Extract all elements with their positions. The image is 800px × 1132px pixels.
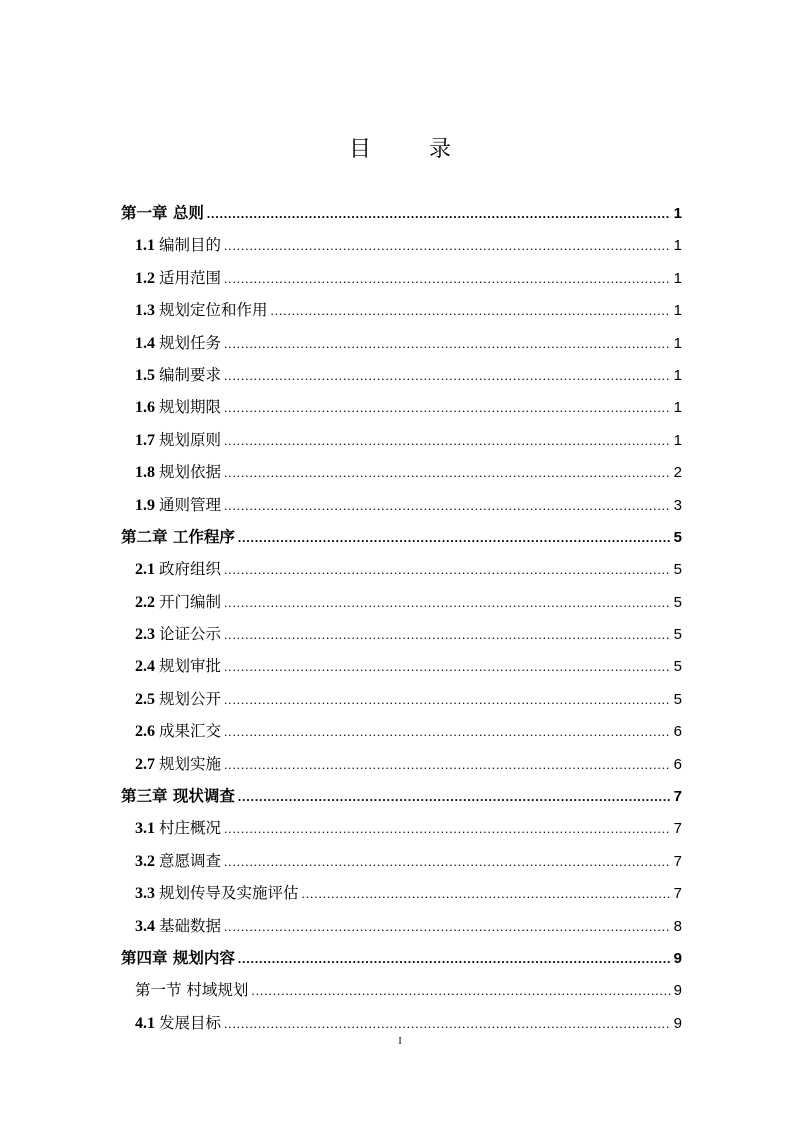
toc-entry-label <box>135 391 221 424</box>
toc-entry-text: 第一章 总则 <box>121 204 204 222</box>
toc-page-number: 5 <box>673 593 682 611</box>
toc-entry-label <box>135 910 221 943</box>
toc-page-number: 3 <box>673 496 682 514</box>
toc-entry-text: 编制目的 <box>159 236 222 255</box>
toc-chapter-entry[interactable] <box>121 197 682 229</box>
toc-page-number: 7 <box>673 852 682 870</box>
toc-section-entry[interactable] <box>121 650 682 682</box>
toc-entry-text: 规划期限 <box>159 398 222 417</box>
toc-dot-leader <box>224 425 671 457</box>
toc-section-entry[interactable] <box>121 327 682 359</box>
toc-section-number: 2.1 <box>135 561 155 579</box>
toc-section-number: 2.2 <box>135 593 155 611</box>
toc-entry-text: 规划审批 <box>159 657 222 676</box>
toc-section-number: 1.4 <box>135 334 155 352</box>
toc-dot-leader <box>224 587 671 619</box>
toc-entry-label <box>135 618 221 651</box>
toc-entry-text: 政府组织 <box>159 560 222 579</box>
toc-entry-label <box>135 294 268 327</box>
toc-dot-leader <box>238 943 671 975</box>
toc-dot-leader <box>238 522 671 554</box>
toc-dot-leader <box>224 230 671 262</box>
toc-entry-text: 适用范围 <box>159 268 222 287</box>
toc-entry-text: 第一节 村域规划 <box>135 981 249 1000</box>
toc-section-entry[interactable] <box>121 391 682 423</box>
toc-section-number: 2.7 <box>135 755 155 773</box>
toc-entry-label <box>121 780 235 812</box>
toc-page-number: 9 <box>673 949 682 967</box>
toc-entry-text: 第四章 规划内容 <box>121 948 235 967</box>
toc-page-number: 1 <box>673 205 682 222</box>
toc-dot-leader <box>224 263 671 295</box>
toc-section-entry[interactable] <box>121 294 682 326</box>
toc-section-number: 1.1 <box>135 237 155 255</box>
page-title: 目 录 <box>348 137 469 162</box>
toc-entry-label <box>135 974 248 1006</box>
toc-page-number: 9 <box>673 1014 682 1032</box>
toc-dot-leader <box>224 490 671 522</box>
toc-section-entry[interactable] <box>121 424 682 456</box>
toc-entry-text: 第三章 现状调查 <box>121 787 235 806</box>
toc-entry-text: 第二章 工作程序 <box>121 527 235 546</box>
toc-entry-text: 规划依据 <box>159 463 222 482</box>
toc-entry-text: 编制要求 <box>159 365 222 384</box>
toc-dot-leader <box>224 749 671 781</box>
toc-entry-label <box>121 942 235 974</box>
toc-entry-text: 通则管理 <box>159 495 222 514</box>
toc-page-number: 1 <box>673 237 682 255</box>
toc-entry-label <box>135 845 221 878</box>
toc-chapter-entry[interactable] <box>121 942 682 974</box>
toc-page-number: 2 <box>673 464 682 482</box>
toc-section-entry[interactable] <box>121 715 682 747</box>
toc-page-number: 5 <box>673 626 682 644</box>
toc-section-entry[interactable] <box>121 229 682 261</box>
toc-section-number: 1.7 <box>135 431 155 449</box>
toc-section-number: 1.3 <box>135 302 155 320</box>
toc-entry-label <box>135 229 221 262</box>
toc-section-entry[interactable] <box>121 586 682 618</box>
toc-page-number: 7 <box>673 885 682 903</box>
toc-dot-leader <box>224 716 671 748</box>
toc-section-number: 1.5 <box>135 366 155 384</box>
toc-section-entry[interactable] <box>121 845 682 877</box>
toc-page-number: 6 <box>673 723 682 741</box>
toc-entry-label <box>135 327 221 360</box>
toc-section-entry[interactable] <box>121 618 682 650</box>
toc-entry-text: 论证公示 <box>159 625 222 644</box>
table-of-contents <box>121 197 682 1039</box>
toc-section-entry[interactable] <box>121 262 682 294</box>
toc-dot-leader <box>224 619 671 651</box>
toc-page-number: 6 <box>673 755 682 773</box>
toc-entry-label <box>135 877 299 910</box>
toc-dot-leader <box>238 781 671 813</box>
toc-page-number: 7 <box>673 820 682 838</box>
toc-entry-label <box>135 456 221 489</box>
toc-page-number: 1 <box>673 334 682 352</box>
toc-section-number: 2.6 <box>135 723 155 741</box>
toc-section-number: 3.1 <box>135 820 155 838</box>
toc-dot-leader <box>251 975 670 1007</box>
toc-section-entry[interactable] <box>121 974 682 1006</box>
toc-section-number: 1.8 <box>135 464 155 482</box>
toc-entry-label <box>135 553 221 586</box>
toc-entry-label <box>135 586 221 619</box>
toc-entry-text: 发展目标 <box>159 1013 222 1032</box>
toc-section-number: 3.3 <box>135 885 155 903</box>
toc-section-entry[interactable] <box>121 456 682 488</box>
toc-entry-label <box>135 748 221 781</box>
toc-page-number: 1 <box>673 366 682 384</box>
toc-section-number: 2.5 <box>135 690 155 708</box>
toc-dot-leader <box>224 392 671 424</box>
toc-dot-leader <box>224 911 671 943</box>
toc-section-number: 4.1 <box>135 1014 155 1032</box>
toc-chapter-entry[interactable] <box>121 780 682 812</box>
toc-dot-leader <box>224 684 671 716</box>
toc-entry-label <box>135 424 221 457</box>
toc-entry-label <box>135 359 221 392</box>
toc-section-entry[interactable] <box>121 683 682 715</box>
toc-entry-label <box>135 683 221 716</box>
toc-entry-label <box>135 715 221 748</box>
toc-entry-text: 规划公开 <box>159 689 222 708</box>
toc-dot-leader <box>224 360 671 392</box>
toc-page-number: 1 <box>673 431 682 449</box>
toc-entry-text: 意愿调查 <box>159 851 222 870</box>
toc-dot-leader <box>224 813 671 845</box>
toc-page-number: 9 <box>673 982 682 1000</box>
toc-section-number: 2.3 <box>135 626 155 644</box>
toc-page-number: 5 <box>673 561 682 579</box>
toc-dot-leader <box>224 651 671 683</box>
toc-page-number: 1 <box>673 399 682 417</box>
toc-entry-label <box>135 262 221 295</box>
toc-section-entry[interactable] <box>121 553 682 585</box>
toc-page-number: 7 <box>673 788 682 806</box>
toc-dot-leader <box>224 846 671 878</box>
toc-entry-label <box>135 650 221 683</box>
toc-section-entry[interactable] <box>121 877 682 909</box>
toc-section-number: 1.2 <box>135 269 155 287</box>
toc-entry-label <box>121 521 235 553</box>
toc-page-number: 5 <box>673 528 682 546</box>
toc-page-number: 5 <box>673 690 682 708</box>
toc-entry-text: 村庄概况 <box>159 819 222 838</box>
toc-entry-label <box>121 197 204 229</box>
toc-section-number: 3.4 <box>135 917 155 935</box>
toc-section-entry[interactable] <box>121 1007 682 1039</box>
toc-section-entry[interactable] <box>121 359 682 391</box>
toc-section-number: 1.6 <box>135 399 155 417</box>
toc-dot-leader <box>224 328 671 360</box>
toc-page-number: 8 <box>673 917 682 935</box>
toc-section-number: 1.9 <box>135 496 155 514</box>
toc-page-number: 1 <box>673 302 682 320</box>
toc-entry-label <box>135 489 221 522</box>
toc-entry-text: 规划实施 <box>159 754 222 773</box>
toc-entry-text: 规划定位和作用 <box>159 301 268 320</box>
toc-entry-label <box>135 812 221 845</box>
toc-dot-leader <box>224 457 671 489</box>
toc-page-number: 5 <box>673 658 682 676</box>
toc-dot-leader <box>207 198 671 230</box>
toc-section-number: 3.2 <box>135 852 155 870</box>
toc-entry-text: 规划任务 <box>159 333 222 352</box>
footer-page-number: I <box>398 1036 402 1047</box>
toc-section-entry[interactable] <box>121 910 682 942</box>
toc-dot-leader <box>302 878 671 910</box>
toc-entry-text: 规划原则 <box>159 430 222 449</box>
toc-section-number: 2.4 <box>135 658 155 676</box>
toc-entry-text: 基础数据 <box>159 916 222 935</box>
toc-entry-text: 成果汇交 <box>159 722 222 741</box>
toc-section-entry[interactable] <box>121 812 682 844</box>
toc-entry-text: 规划传导及实施评估 <box>159 884 299 903</box>
toc-section-entry[interactable] <box>121 489 682 521</box>
toc-section-entry[interactable] <box>121 748 682 780</box>
toc-dot-leader <box>224 554 671 586</box>
toc-dot-leader <box>271 295 671 327</box>
toc-page-number: 1 <box>673 269 682 287</box>
toc-entry-text: 开门编制 <box>159 592 222 611</box>
toc-chapter-entry[interactable] <box>121 521 682 553</box>
